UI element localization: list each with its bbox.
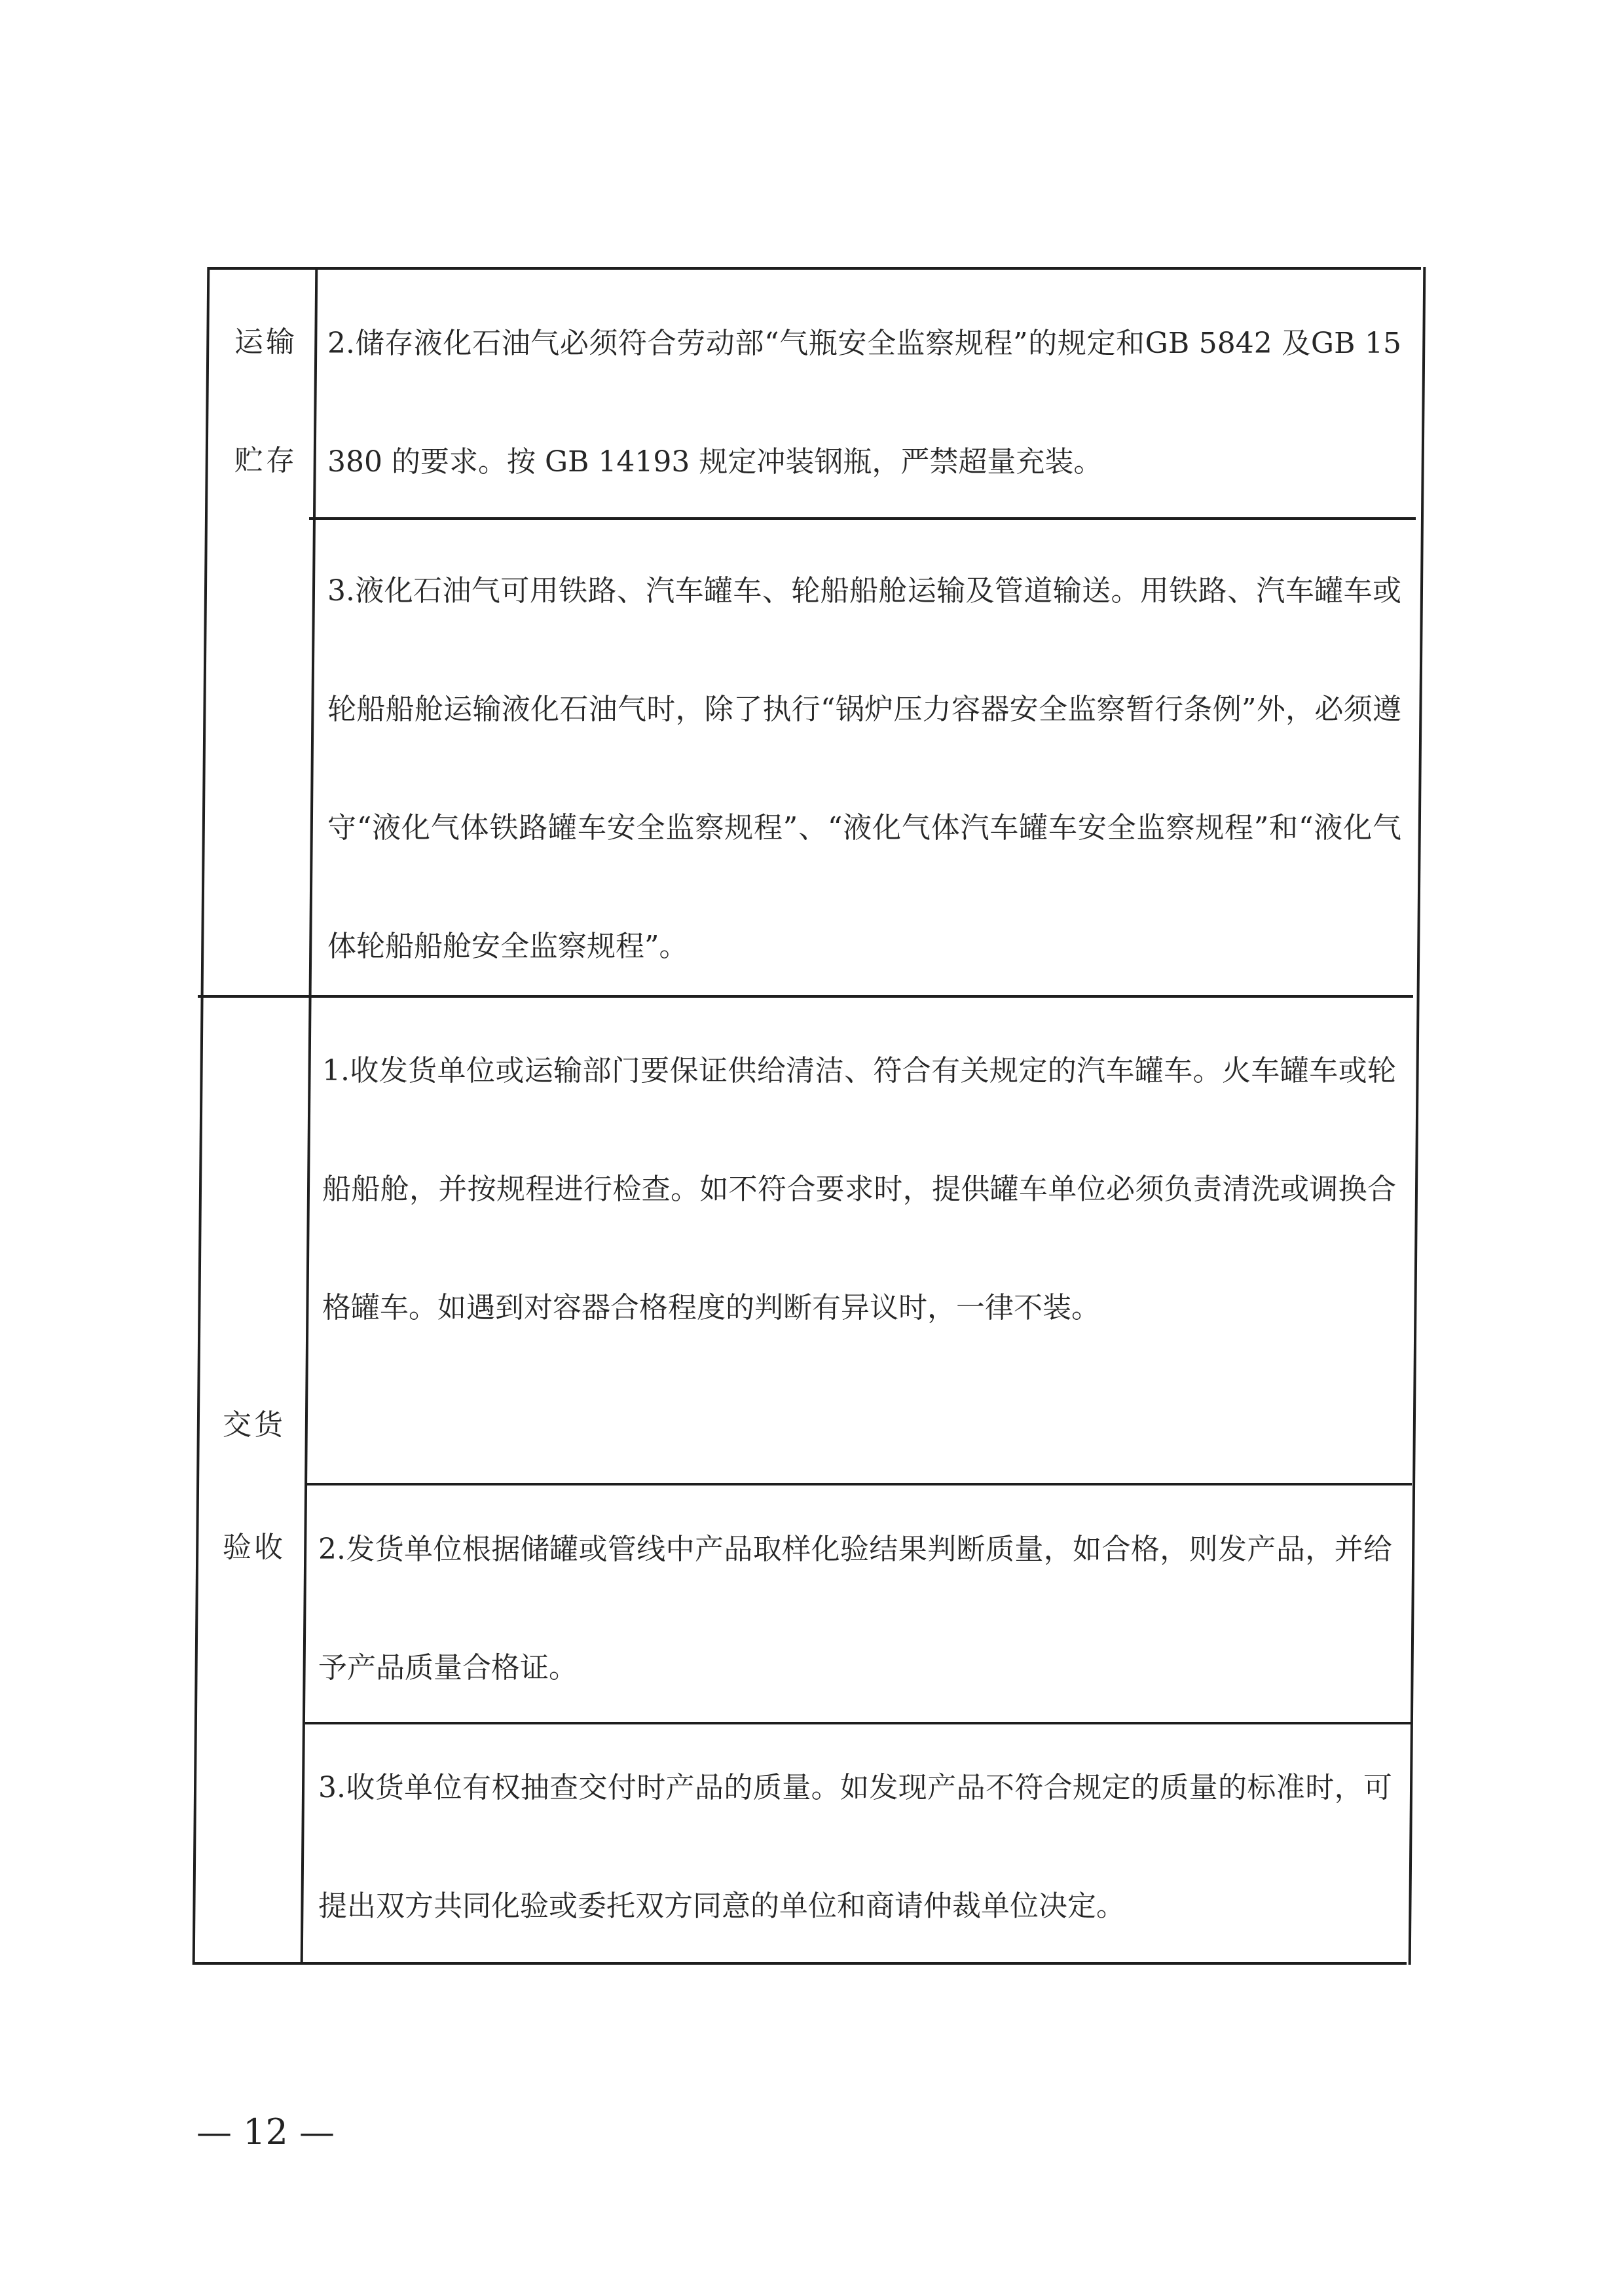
table-border-right	[1409, 267, 1426, 1965]
category-label: 交货	[223, 1408, 286, 1442]
category-label: 验收	[223, 1531, 286, 1564]
category-label: 运输	[234, 325, 297, 359]
table-border-left	[193, 267, 210, 1965]
table-cell-text: 3.液化石油气可用铁路、汽车罐车、轮船船舱运输及管道输送。用铁路、汽车罐车或轮船船舱运输液化石油气时，除了执行“锅炉压力容器安全监察暂行条例”外，必须遵守“液化气体铁路罐车安全监察规程”、“液化气体汽车罐车安全监察规程”和“液化气体轮船船舱安全监察规程”。	[327, 574, 1401, 963]
table-cell-text: 2.发货单位根据储罐或管线中产品取样化验结果判断质量，如合格，则发产品，并给予产品质量合格证。	[318, 1533, 1392, 1685]
row-divider	[306, 1483, 1412, 1485]
table-cell-text: 1.收发货单位或运输部门要保证供给清洁、符合有关规定的汽车罐车。火车罐车或轮船船舱，并按规程进行检查。如不符合要求时，提供罐车单位必须负责清洗或调换合格罐车。如遇到对容器合格程度的判断有异议时，一律不装。	[322, 1054, 1396, 1324]
table-cell-text: 3.收货单位有权抽查交付时产品的质量。如发现产品不符合规定的质量的标准时，可提出双方共同化验或委托双方同意的单位和商请仲裁单位决定。	[318, 1771, 1392, 1923]
page-number: — 12 —	[196, 2111, 335, 2153]
column-divider	[301, 267, 318, 1965]
table-border-top	[208, 267, 1421, 270]
category-label: 贮存	[234, 444, 297, 477]
table-cell-text: 2.储存液化石油气必须符合劳动部“气瓶安全监察规程”的规定和GB 5842 及GB 15380 的要求。按 GB 14193 规定冲装钢瓶，严禁超量充装。	[327, 327, 1401, 479]
